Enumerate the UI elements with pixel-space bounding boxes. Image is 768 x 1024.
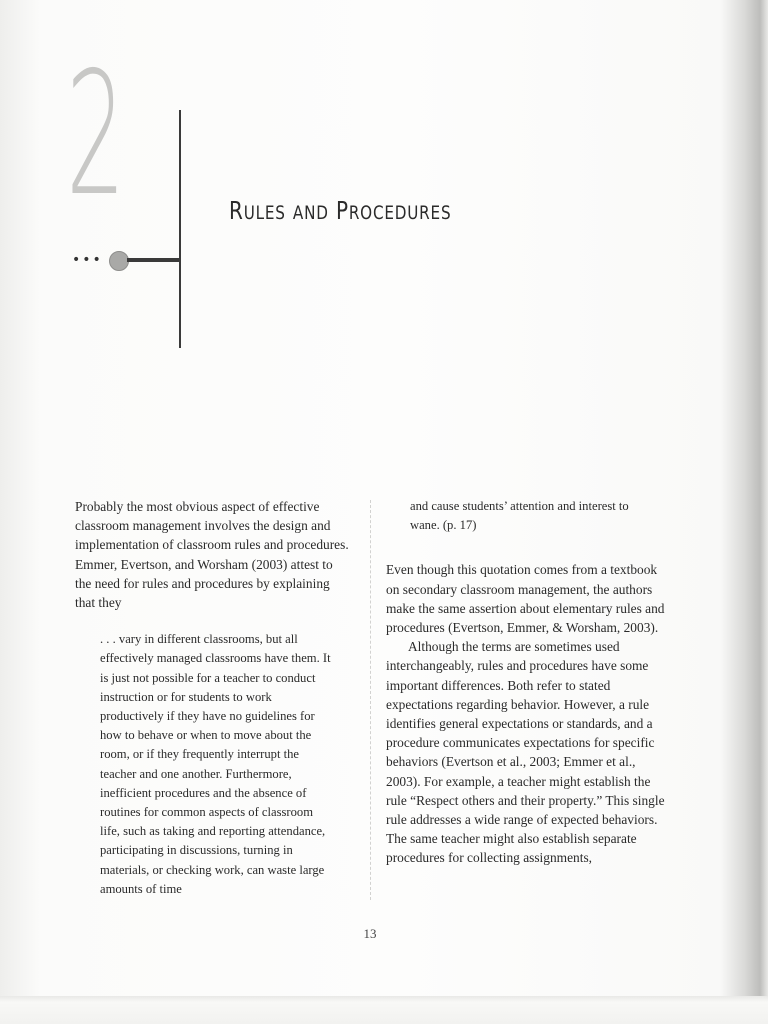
chapter-title-initial-1: R	[229, 196, 244, 225]
chapter-title-rest-1: ULES	[243, 202, 286, 224]
body-paragraph-2: Although the terms are sometimes used interchangeably, rules and procedures have some important differences. Both refer to stated expectations regarding behavior. However, a rule identifies general expectations or standards, and a procedure communicates expectations for specific behaviors (Evertson et al., 2003; Emmer et al., 2003). For example, a teacher might establish the rule “Respect others and their property.” This single rule addresses a wide range of expected behaviors. The same teacher might also establish separate procedures for collecting assignments,	[386, 639, 665, 866]
page-number: 13	[363, 926, 377, 941]
intro-paragraph: Probably the most obvious aspect of effective classroom management involves the design and implementation of classroom rules and procedures. Emmer, Evertson, and Worsham (2003) attest to the need for rules and procedures by explaining that they	[75, 499, 349, 611]
body-paragraph-1: Even though this quotation comes from a textbook on secondary classroom management, the authors make the same assertion about elementary rules and procedures (Evertson, Emmer, & Worsham, 2003).	[386, 562, 665, 636]
column-divider	[370, 500, 371, 900]
chapter-vertical-rule	[179, 110, 181, 348]
chapter-marker-circle	[109, 251, 129, 271]
chapter-title-rest-2: ROCEDURES	[348, 202, 452, 224]
block-quote-continued: and cause students’ attention and interest to wane. (p. 17)	[410, 499, 629, 533]
chapter-number: 2	[66, 36, 126, 234]
chapter-marker-dots: •••	[72, 252, 103, 268]
chapter-title-connector: AND	[292, 202, 329, 224]
chapter-marker-bar	[127, 258, 180, 262]
chapter-title-initial-2: P	[335, 196, 349, 225]
chapter-title	[229, 198, 451, 223]
left-column	[75, 497, 350, 899]
right-column	[386, 497, 666, 868]
block-quote: . . . vary in different classrooms, but all effectively managed classrooms have them. It is just not possible for a teacher to conduct instruction or for students to work productively if they have no guidelines for how to behave or when to move about the room, or if they frequently interrupt the teacher and one another. Furthermore, inefficient procedures and the absence of routines for common aspects of classroom life, such as taking and reporting attendance, participating in discussions, turning in materials, or checking work, can waste large amounts of time	[100, 632, 331, 896]
page-bottom-edge	[0, 996, 768, 1024]
